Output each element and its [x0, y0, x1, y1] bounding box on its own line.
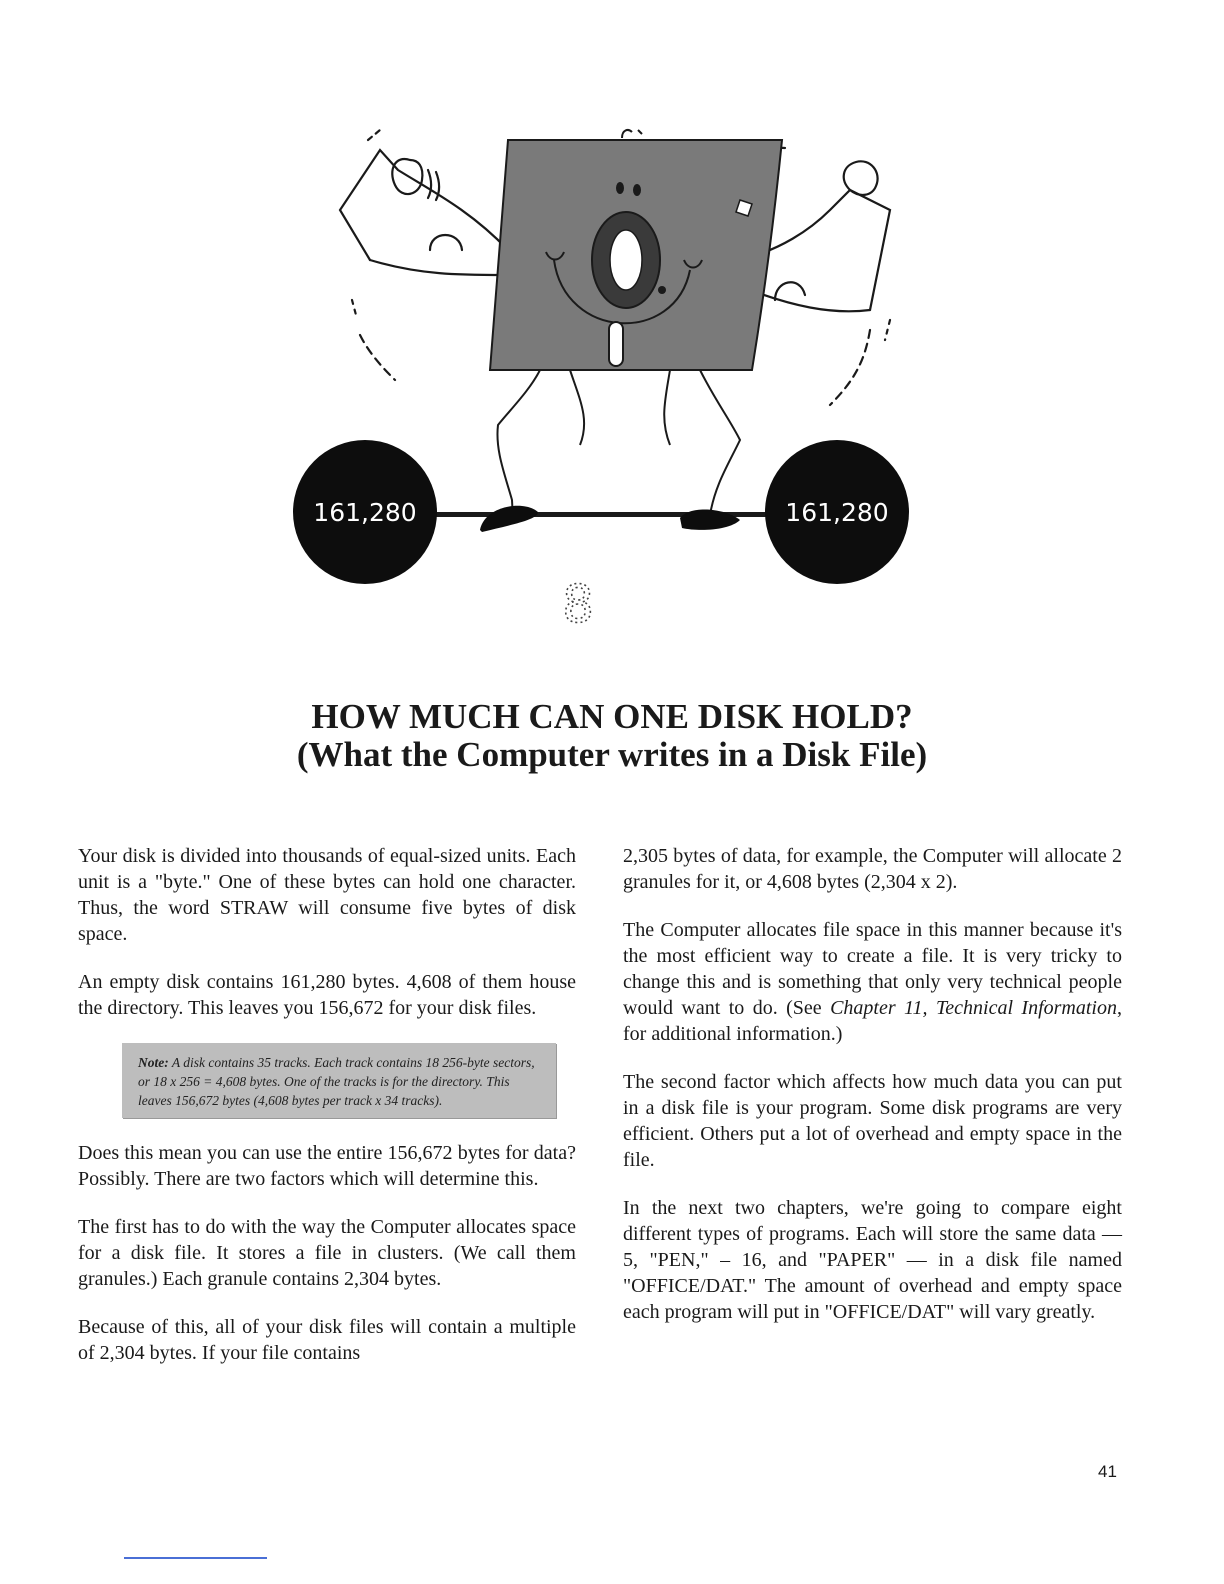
- paragraph-text: The Computer allocates file space in this manner because it's the most efficient way to create a file. It is very tricky to change this and is something that only very technical people would want to do. (See: [623, 919, 1122, 1019]
- left-leg: [497, 370, 540, 520]
- paragraph: An empty disk contains 161,280 bytes. 4,608 of them house the directory. This leaves you 156,672 for your disk files.: [78, 971, 576, 1019]
- left-weight-label: 161,280: [313, 498, 417, 527]
- paragraph: The second factor which affects how much data you can put in a disk file is your program. Some disk programs are very efficient. Others put a lot of overhead and empty space in the file.: [623, 1071, 1122, 1171]
- right-column: [623, 843, 1122, 1347]
- barbell-bar: [430, 512, 790, 517]
- tongue: [609, 322, 623, 366]
- paragraph: 2,305 bytes of data, for example, the Computer will allocate 2 granules for it, or 4,608 bytes (2,304 x 2).: [623, 845, 1122, 893]
- page-number: 41: [1098, 1462, 1117, 1481]
- chapter-reference: Chapter 11, Technical Information: [830, 997, 1117, 1019]
- note-text: A disk contains 35 tracks. Each track contains 18 256-byte sectors, or 18 x 256 = 4,608 bytes. One of the tracks is for the directory. This leaves 156,672 bytes (4,608 bytes per track x 34 tracks).: [138, 1055, 535, 1108]
- right-leg: [700, 370, 740, 515]
- left-arm: [340, 150, 508, 260]
- page-title: [0, 698, 1224, 774]
- paragraph: Because of this, all of your disk files will contain a multiple of 2,304 bytes. If your file contains: [78, 1316, 576, 1364]
- right-weight-label: 161,280: [785, 498, 889, 527]
- paragraph: The first has to do with the way the Computer allocates space for a disk file. It stores a file in clusters. (We call them granules.) Each granule contains 2,304 bytes.: [78, 1216, 576, 1290]
- left-eye: [616, 182, 624, 194]
- left-column: [78, 843, 576, 1388]
- right-eye: [633, 184, 641, 196]
- paragraph-text: , for additional information.): [623, 997, 1122, 1045]
- weightlifting-disk-illustration: [270, 100, 950, 660]
- right-fist-icon: [844, 161, 878, 195]
- paragraph: In the next two chapters, we're going to compare eight different types of programs. Each will store the same data — 5, "PEN," – 16, and "PAPER" — in a disk file named "OFFICE/DAT." The amount of overhead and empty space each program will put in "OFFICE/DAT" will vary greatly.: [623, 1197, 1122, 1323]
- paragraph: Your disk is divided into thousands of equal-sized units. Each unit is a "byte." One of these bytes can hold one character. Thus, the word STRAW will consume five bytes of disk space.: [78, 845, 576, 945]
- paragraph: Does this mean you can use the entire 156,672 bytes for data? Possibly. There are two factors which will determine this.: [78, 1142, 576, 1190]
- note-box: [122, 1043, 556, 1118]
- footer-rule: [124, 1557, 267, 1559]
- left-foot: [480, 506, 538, 532]
- title-line-1: HOW MUCH CAN ONE DISK HOLD?: [311, 697, 913, 736]
- title-line-2: (What the Computer writes in a Disk File): [296, 735, 928, 774]
- paragraph: [623, 917, 1122, 1047]
- chapter-number: 8: [562, 575, 594, 635]
- note-label: Note:: [138, 1055, 169, 1070]
